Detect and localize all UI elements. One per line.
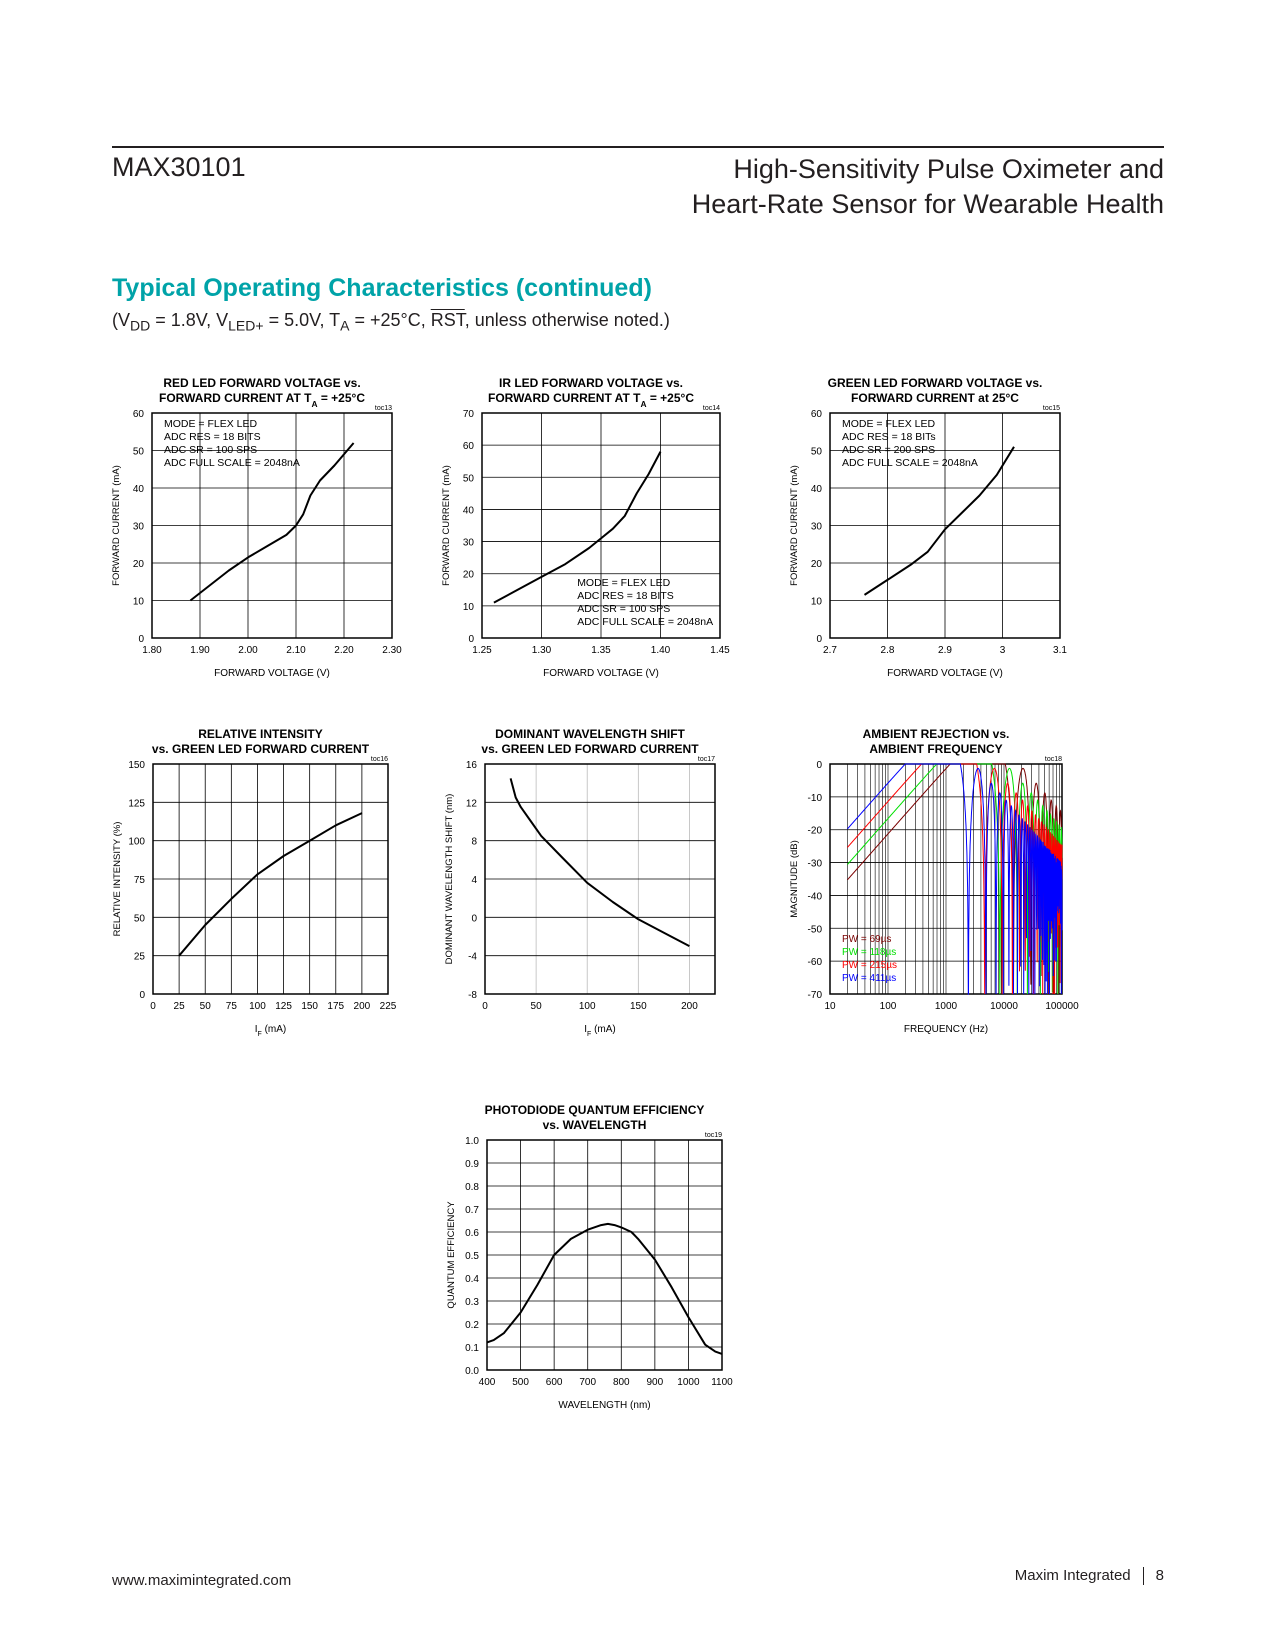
chart-quantum-efficiency bbox=[445, 1103, 785, 1465]
y-tick-label: 30 bbox=[132, 521, 144, 533]
y-tick-label: 10 bbox=[810, 596, 822, 608]
y-axis-label: FORWARD CURRENT (mA) bbox=[111, 465, 122, 586]
y-axis-label: FORWARD CURRENT (mA) bbox=[441, 465, 452, 586]
document-title-line1: High-Sensitivity Pulse Oximeter and bbox=[733, 154, 1164, 184]
footer-company: Maxim Integrated 8 bbox=[1014, 1567, 1164, 1584]
legend-entry: PW = 69µs bbox=[842, 934, 892, 945]
x-tick-label: 3 bbox=[999, 645, 1006, 656]
x-tick-label: 100 bbox=[578, 1001, 596, 1012]
chart-title-line: AMBIENT REJECTION vs. bbox=[862, 727, 1010, 741]
chart-title-line: FORWARD CURRENT AT $T_A = +25^\circ C$ bbox=[159, 391, 365, 409]
y-tick-label: -70 bbox=[807, 990, 822, 1001]
y-tick-label: 60 bbox=[132, 409, 144, 420]
chart-title-line: vs. GREEN LED FORWARD CURRENT bbox=[481, 742, 699, 756]
x-tick-label: 1.35 bbox=[591, 645, 611, 656]
y-tick-label: 40 bbox=[462, 505, 474, 517]
y-axis-label: FORWARD CURRENT (mA) bbox=[789, 465, 800, 586]
x-tick-label: 100 bbox=[249, 1001, 266, 1012]
y-tick-label: 50 bbox=[462, 473, 474, 485]
x-tick-label: 2.7 bbox=[823, 645, 837, 656]
x-tick-label: 500 bbox=[512, 1377, 529, 1388]
y-tick-label: 4 bbox=[471, 875, 477, 886]
chart-title-line: vs. GREEN LED FORWARD CURRENT bbox=[151, 742, 370, 756]
chart-title-line: RED LED FORWARD VOLTAGE vs. bbox=[163, 376, 361, 390]
x-tick-label: 100 bbox=[879, 1001, 897, 1012]
annotation-text: MODE = FLEX LED bbox=[842, 418, 936, 430]
x-tick-label: 600 bbox=[545, 1377, 563, 1388]
annotation-text: ADC SR = 100 SPS bbox=[577, 603, 671, 615]
footer-url[interactable]: www.maximintegrated.com bbox=[112, 1572, 292, 1589]
x-tick-label: 25 bbox=[173, 1001, 185, 1012]
x-tick-label: 175 bbox=[327, 1001, 345, 1012]
x-tick-label: 2.00 bbox=[238, 645, 258, 656]
x-tick-label: 150 bbox=[301, 1001, 319, 1012]
y-tick-label: 0 bbox=[471, 913, 477, 925]
x-axis-label: FORWARD VOLTAGE (V) bbox=[214, 668, 330, 679]
y-tick-label: -20 bbox=[807, 825, 822, 837]
y-axis-label: QUANTUM EFFICIENCY bbox=[446, 1201, 457, 1309]
annotation-text: MODE = FLEX LED bbox=[577, 577, 671, 589]
x-tick-label: 1.90 bbox=[190, 645, 210, 656]
chart-green-led bbox=[789, 376, 1110, 705]
y-tick-label: 0.4 bbox=[465, 1274, 479, 1285]
y-tick-label: -8 bbox=[468, 990, 477, 1001]
y-axis-label: RELATIVE INTENSITY (%) bbox=[112, 821, 123, 937]
series-line bbox=[487, 1224, 722, 1354]
y-tick-label: 0.1 bbox=[465, 1343, 479, 1354]
legend-entry: PW = 411µs bbox=[842, 973, 897, 984]
test-conditions: ($V_{DD} = 1.8V$, $V_{LED+} = 5.0V$, $T_A = +25^\circ C$, $\overline{RST}$, unless otherwise noted.) bbox=[112, 310, 670, 334]
x-tick-label: 75 bbox=[225, 1001, 237, 1012]
y-tick-label: -10 bbox=[807, 792, 822, 804]
y-tick-label: 10 bbox=[132, 596, 144, 608]
y-tick-label: 10 bbox=[462, 601, 474, 613]
chart-title-line: IR LED FORWARD VOLTAGE vs. bbox=[498, 376, 684, 390]
x-tick-label: 1000 bbox=[934, 1001, 958, 1012]
chart-title-line: DOMINANT WAVELENGTH SHIFT bbox=[495, 727, 685, 741]
x-tick-label: 2.9 bbox=[938, 645, 952, 656]
x-tick-label: 700 bbox=[579, 1377, 597, 1388]
page-number: 8 bbox=[1155, 1567, 1164, 1584]
annotation-text: ADC RES = 18 BITS bbox=[164, 431, 261, 443]
series-line bbox=[865, 447, 1015, 595]
x-tick-label: 225 bbox=[379, 1001, 397, 1012]
x-tick-label: 2.10 bbox=[286, 645, 306, 656]
y-axis-label: DOMINANT WAVELENGTH SHIFT (nm) bbox=[444, 793, 455, 965]
y-tick-label: 12 bbox=[465, 798, 477, 810]
x-tick-label: 3.1 bbox=[1053, 645, 1067, 656]
y-tick-label: -30 bbox=[807, 858, 822, 870]
y-tick-label: 50 bbox=[810, 446, 822, 458]
chart-wavelength-shift bbox=[444, 727, 755, 1075]
y-tick-label: 125 bbox=[128, 798, 145, 810]
chart-title-line: AMBIENT FREQUENCY bbox=[869, 742, 1003, 756]
toc-label: toc15 bbox=[1042, 405, 1060, 412]
y-tick-label: 100 bbox=[128, 836, 145, 848]
y-tick-label: 50 bbox=[133, 913, 145, 925]
x-tick-label: 1000 bbox=[677, 1377, 700, 1388]
y-tick-label: 20 bbox=[810, 559, 822, 570]
y-tick-label: 0 bbox=[816, 634, 822, 645]
y-tick-label: 8 bbox=[471, 836, 477, 848]
y-tick-label: 0.8 bbox=[465, 1182, 479, 1193]
x-tick-label: 1.40 bbox=[650, 645, 671, 656]
x-tick-label: 50 bbox=[530, 1001, 542, 1012]
y-tick-label: 0 bbox=[138, 634, 144, 645]
x-tick-label: 900 bbox=[646, 1377, 664, 1388]
x-tick-label: 0 bbox=[482, 1001, 488, 1012]
x-tick-label: 0 bbox=[150, 1001, 156, 1012]
part-number: MAX30101 bbox=[112, 152, 246, 182]
x-tick-label: 1.30 bbox=[531, 645, 552, 656]
x-tick-label: 100000 bbox=[1045, 1001, 1079, 1012]
y-tick-label: 60 bbox=[810, 409, 822, 420]
chart-title-line: RELATIVE INTENSITY bbox=[198, 727, 323, 741]
x-tick-label: 2.20 bbox=[334, 645, 354, 656]
chart-title-line: GREEN LED FORWARD VOLTAGE vs. bbox=[827, 376, 1043, 390]
x-tick-label: 1.80 bbox=[142, 645, 162, 656]
chart-ir-led bbox=[441, 376, 755, 705]
x-axis-label: FORWARD VOLTAGE (V) bbox=[887, 668, 1003, 679]
series-line bbox=[179, 813, 362, 956]
toc-label: toc18 bbox=[1044, 756, 1062, 763]
y-tick-label: 0.2 bbox=[465, 1320, 479, 1331]
x-tick-label: 150 bbox=[629, 1001, 647, 1012]
y-tick-label: 0.5 bbox=[465, 1251, 479, 1262]
section-title: Typical Operating Characteristics (continued) bbox=[112, 274, 652, 302]
y-tick-label: 150 bbox=[128, 760, 145, 771]
annotation-text: ADC RES = 18 BITS bbox=[577, 590, 674, 602]
legend-entry: PW = 215µs bbox=[842, 960, 897, 971]
x-tick-label: 400 bbox=[478, 1377, 496, 1388]
y-tick-label: 0.0 bbox=[465, 1366, 479, 1377]
y-tick-label: 30 bbox=[810, 521, 822, 533]
y-tick-label: 20 bbox=[132, 559, 144, 570]
x-tick-label: 1100 bbox=[711, 1377, 733, 1388]
x-axis-label: FREQUENCY (Hz) bbox=[903, 1024, 989, 1035]
toc-label: toc13 bbox=[374, 405, 392, 412]
annotation-text: ADC SR = 200 SPS bbox=[842, 444, 936, 456]
y-tick-label: 60 bbox=[462, 441, 474, 453]
x-tick-label: 800 bbox=[612, 1377, 630, 1388]
y-tick-label: 0 bbox=[139, 990, 145, 1001]
annotation-text: ADC FULL SCALE = 2048nA bbox=[577, 616, 714, 628]
x-tick-label: 200 bbox=[681, 1001, 698, 1012]
y-tick-label: 25 bbox=[133, 951, 145, 963]
y-tick-label: 16 bbox=[465, 760, 477, 771]
chart-title-line: PHOTODIODE QUANTUM EFFICIENCY bbox=[484, 1103, 705, 1117]
chart-title-line: vs. WAVELENGTH bbox=[542, 1118, 647, 1132]
x-tick-label: 10000 bbox=[990, 1001, 1018, 1012]
y-tick-label: 0.7 bbox=[465, 1205, 479, 1216]
x-axis-label: $I_F$ (mA) bbox=[584, 1024, 616, 1038]
y-tick-label: 0 bbox=[468, 634, 474, 645]
chart-title-line: FORWARD CURRENT AT $T_A = +25^\circ C$ bbox=[488, 391, 694, 409]
toc-label: toc19 bbox=[704, 1132, 722, 1139]
x-axis-label: FORWARD VOLTAGE (V) bbox=[543, 668, 659, 679]
x-tick-label: 10 bbox=[824, 1001, 836, 1012]
x-tick-label: 200 bbox=[353, 1001, 371, 1012]
x-tick-label: 2.8 bbox=[880, 645, 895, 656]
chart-ambient-rejection bbox=[789, 727, 1110, 1075]
chart-title-line: FORWARD CURRENT at 25°C bbox=[851, 391, 1019, 405]
y-tick-label: 40 bbox=[132, 484, 144, 495]
y-tick-label: 0.3 bbox=[465, 1297, 479, 1308]
y-tick-label: 40 bbox=[810, 484, 822, 495]
annotation-text: MODE = FLEX LED bbox=[164, 418, 258, 430]
x-axis-label: $I_F$ (mA) bbox=[254, 1024, 287, 1038]
x-tick-label: 125 bbox=[275, 1001, 292, 1012]
x-tick-label: 50 bbox=[199, 1001, 211, 1012]
y-tick-label: 50 bbox=[132, 446, 144, 458]
x-axis-label: WAVELENGTH (nm) bbox=[558, 1400, 651, 1411]
header-rule bbox=[112, 146, 1164, 148]
toc-label: toc16 bbox=[370, 756, 388, 763]
series-line bbox=[511, 778, 690, 946]
legend-entry: PW = 118µs bbox=[842, 947, 897, 958]
y-tick-label: 20 bbox=[462, 569, 474, 581]
y-tick-label: 0.6 bbox=[465, 1228, 479, 1239]
x-tick-label: 1.45 bbox=[710, 645, 730, 656]
document-title-line2: Heart-Rate Sensor for Wearable Health bbox=[691, 189, 1164, 219]
annotation-text: ADC RES = 18 BITs bbox=[842, 431, 936, 443]
chart-red-led bbox=[105, 376, 415, 705]
annotation-text: ADC SR = 100 SPS bbox=[164, 444, 258, 456]
y-tick-label: 30 bbox=[462, 537, 474, 549]
annotation-text: ADC FULL SCALE = 2048nA bbox=[842, 457, 978, 469]
y-axis-label: MAGNITUDE (dB) bbox=[789, 840, 800, 918]
toc-label: toc14 bbox=[702, 405, 720, 412]
y-tick-label: 1.0 bbox=[465, 1136, 479, 1147]
document-title bbox=[692, 152, 1164, 222]
y-tick-label: 70 bbox=[462, 409, 474, 420]
x-tick-label: 1.25 bbox=[472, 645, 492, 656]
y-tick-label: -60 bbox=[807, 957, 822, 969]
y-tick-label: 75 bbox=[133, 875, 145, 886]
y-tick-label: 0 bbox=[816, 760, 822, 771]
y-tick-label: -40 bbox=[807, 891, 822, 903]
toc-label: toc17 bbox=[697, 756, 715, 763]
x-tick-label: 2.30 bbox=[382, 645, 402, 656]
y-tick-label: -50 bbox=[807, 924, 822, 936]
y-tick-label: 0.9 bbox=[465, 1159, 479, 1170]
annotation-text: ADC FULL SCALE = 2048nA bbox=[164, 457, 300, 469]
chart-relative-intensity bbox=[105, 727, 415, 1075]
y-tick-label: -4 bbox=[468, 951, 477, 963]
